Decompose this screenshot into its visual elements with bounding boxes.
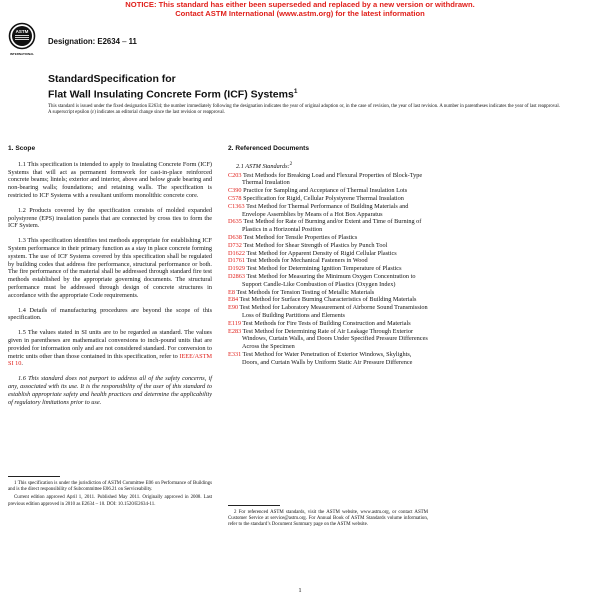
reference-title: Test Methods for Breaking Load and Flexural Properties of Block-Type Thermal Insulation [241,171,423,187]
reference-title: Specification for Rigid, Cellular Polystyrene Thermal Insulation [241,195,404,203]
notice-line-2: Contact ASTM International (www.astm.org) for the latest information [175,9,425,18]
reference-item [228,265,428,273]
reference-code-link[interactable]: D2863 [228,273,246,281]
reference-item [228,296,428,304]
reference-item [228,172,428,188]
scope-p2: 1.2 Products covered by the specification consists of molded expanded polystyrene (EPS) insulation panels that are connected by cross ties to form the ICF System. [8,206,212,230]
reference-title: Test Method for Laboratory Measurement of Airborne Sound Transmission Loss of Building Partitions and Elements [238,304,428,320]
reference-title: Test Method for Apparent Density of Rigid Cellular Plastics [245,249,397,257]
logo-subtext: INTERNATIONAL [9,52,35,56]
reference-code-link[interactable]: D1929 [228,265,246,273]
scope-p5 [8,329,212,368]
reference-title: Test Method for Measuring the Minimum Oxygen Concentration to Support Candle-Like Combustion of Plastics (Oxygen Index) [242,273,416,288]
reference-code-link[interactable]: D638 [228,234,242,242]
refs-intro-text: 2.1 ASTM Standards: [236,162,290,170]
reference-title: Test Method for Thermal Performance of Building Materials and Envelope Assemblies by Means of a Hot Box Apparatus [242,202,409,218]
reference-item [228,218,428,234]
ieee-si10-link[interactable]: IEEE/ASTM SI 10 [8,352,212,368]
reference-item [228,257,428,265]
scope-column [8,145,212,413]
reference-title: Test Methods for Mechanical Fasteners in Wood [245,257,368,265]
astm-logo-icon [8,22,36,58]
reference-code-link[interactable]: E119 [228,319,241,327]
reference-code-link[interactable]: D635 [228,218,242,226]
footnote-2-text: 2 For referenced ASTM standards, visit the ASTM website, www.astm.org, or contact ASTM Customer Service at service@astm.org. For Annual Book of ASTM Standards volume information, refer to the standard’s Document Summary page on the ASTM website. [228,510,428,528]
notice-line-1: NOTICE: This standard has either been superseded and replaced by a new version or withdrawn. [125,0,475,9]
scope-p5-text: 1.5 The values stated in SI units are to be regarded as standard. The values given in parentheses are mathematical conversions to inch-pound units that are provided for information only and are not considered standard. For conversion to metric units other than those contained in this specification, refer to [8,329,212,360]
reference-title: Test Method for Determining Ignition Temperature of Plastics [245,265,402,273]
reference-title: Test Methods for Tension Testing of Metallic Materials [234,288,375,296]
reference-title: Test Methods for Fire Tests of Building Construction and Materials [240,319,411,327]
footnote-2 [228,505,428,531]
reference-item [228,242,428,250]
reference-item [228,320,428,328]
footnote-1-p2: Current edition approved April 1, 2011. Published May 2011. Originally approved in 2008. Last previous edition approved in 2010 as E2634 – 10. DOI: 10.1520/E2634-11. [8,495,212,507]
scope-heading: 1. Scope [8,145,36,152]
scope-p1: 1.1 This specification is intended to apply to Insulating Concrete Form (ICF) Systems that will act as permanent formwork for cast-in-place reinforced concrete beams; lintels; exterior and interior, above and below grade bearing and non-bearing walls; foundations; and retaining walls. The specification is restricted to ICF Systems with a resultant uniform monolithic concrete core. [8,160,212,199]
designation-year: 11 [128,37,137,46]
reference-title: Test Method for Shear Strength of Plastics by Punch Tool [241,241,388,249]
reference-title: Test Method for Determining Rate of Air Leakage Through Exterior Windows, Curtain Walls, and Doors Under Specified Pressure Differences Across the Specimen [241,327,428,351]
scope-p6: 1.6 This standard does not purport to address all of the safety concerns, if any, associated with its use. It is the responsibility of the user of this standard to establish appropriate safety and health practices and determine the applicability of regulatory limitations prior to use. [8,375,212,406]
reference-item [228,273,428,289]
scope-p5-end: . [21,360,23,368]
reference-code-link[interactable]: C390 [228,187,242,195]
reference-code-link[interactable]: C1363 [228,202,245,210]
reference-list [228,172,428,367]
footnote-rule [228,505,280,506]
reference-title: Test Method for Water Penetration of Exterior Windows, Skylights, Doors, and Curtain Walls by Uniform Static Air Pressure Difference [241,351,413,366]
reference-item [228,195,428,203]
reference-item [228,234,428,242]
reference-item [228,250,428,258]
logo-text: ASTM [15,29,29,34]
refs-heading: 2. Referenced Documents [228,145,309,152]
reference-code-link[interactable]: E90 [228,304,239,312]
reference-code-link[interactable]: C578 [228,195,242,203]
reference-item [228,187,428,195]
scope-p4: 1.4 Details of manufacturing procedures are beyond the scope of this specification. [8,306,212,322]
designation [48,37,137,46]
document-title [48,73,568,101]
reference-code-link[interactable]: D1622 [228,249,246,257]
reference-item [228,351,428,367]
reference-code-link[interactable]: D732 [228,241,242,249]
reference-title: Practice for Sampling and Acceptance of Thermal Insulation Lots [241,187,408,195]
reference-title: Test Method for Tensile Properties of Plastics [241,234,358,242]
reference-title: Test Method for Surface Burning Characteristics of Building Materials [238,296,417,304]
title-line-1: StandardSpecification for [48,73,176,85]
footnote-1 [8,476,212,510]
reference-code-link[interactable]: E84 [228,296,239,304]
refs-intro [236,161,428,171]
reference-title: Test Method for Rate of Burning and/or Extent and Time of Burning of Plastics in a Horizontal Position [241,218,422,234]
footnote-rule [8,476,60,477]
title-line-2: Flat Wall Insulating Concrete Form (ICF) Systems [48,88,294,100]
reference-item [228,203,428,219]
reference-item [228,304,428,320]
reference-code-link[interactable]: E331 [228,351,242,358]
designation-label: Designation: E2634 [48,37,120,46]
reference-code-link[interactable]: C203 [228,171,242,179]
refs-footnote-mark: 2 [289,160,293,167]
reference-item [228,328,428,351]
reference-item [228,289,428,297]
designation-dash: – [119,37,129,46]
title-footnote-mark: 1 [293,87,298,95]
reference-code-link[interactable]: D1761 [228,257,246,265]
withdrawal-notice [0,0,600,18]
referenced-documents-column [228,145,428,367]
reference-code-link[interactable]: E8 [228,288,235,296]
page-number: 1 [298,587,302,594]
reference-code-link[interactable]: E283 [228,327,242,335]
issue-note: This standard is issued under the fixed designation E2634; the number immediately following the designation indicates the year of original adoption or, in the case of revision, the year of last revision. A number in parentheses indicates the year of last reapproval. A superscript epsilon (ε) indicates an editorial change since the last revision or reapproval. [48,104,560,116]
footnote-1-p1: 1 This specification is under the jurisdiction of ASTM Committee E06 on Performance of Buildings and is the direct responsibility of Subcommittee E06.21 on Serviceability. [8,481,212,493]
scope-p3: 1.3 This specification identifies test methods appropriate for establishing ICF System performance in their primary function as a stay in place concrete forming system. The use of ICF Systems covered by this specification shall be regulated by building codes that address fire performance, structural performance or both. The fire performance of the material shall be addressed through standard fire test methods established by the appropriate governing documents. The structural performance must be addressed through design of concrete structures in accordance with the appropriate Code requirements. [8,237,212,299]
